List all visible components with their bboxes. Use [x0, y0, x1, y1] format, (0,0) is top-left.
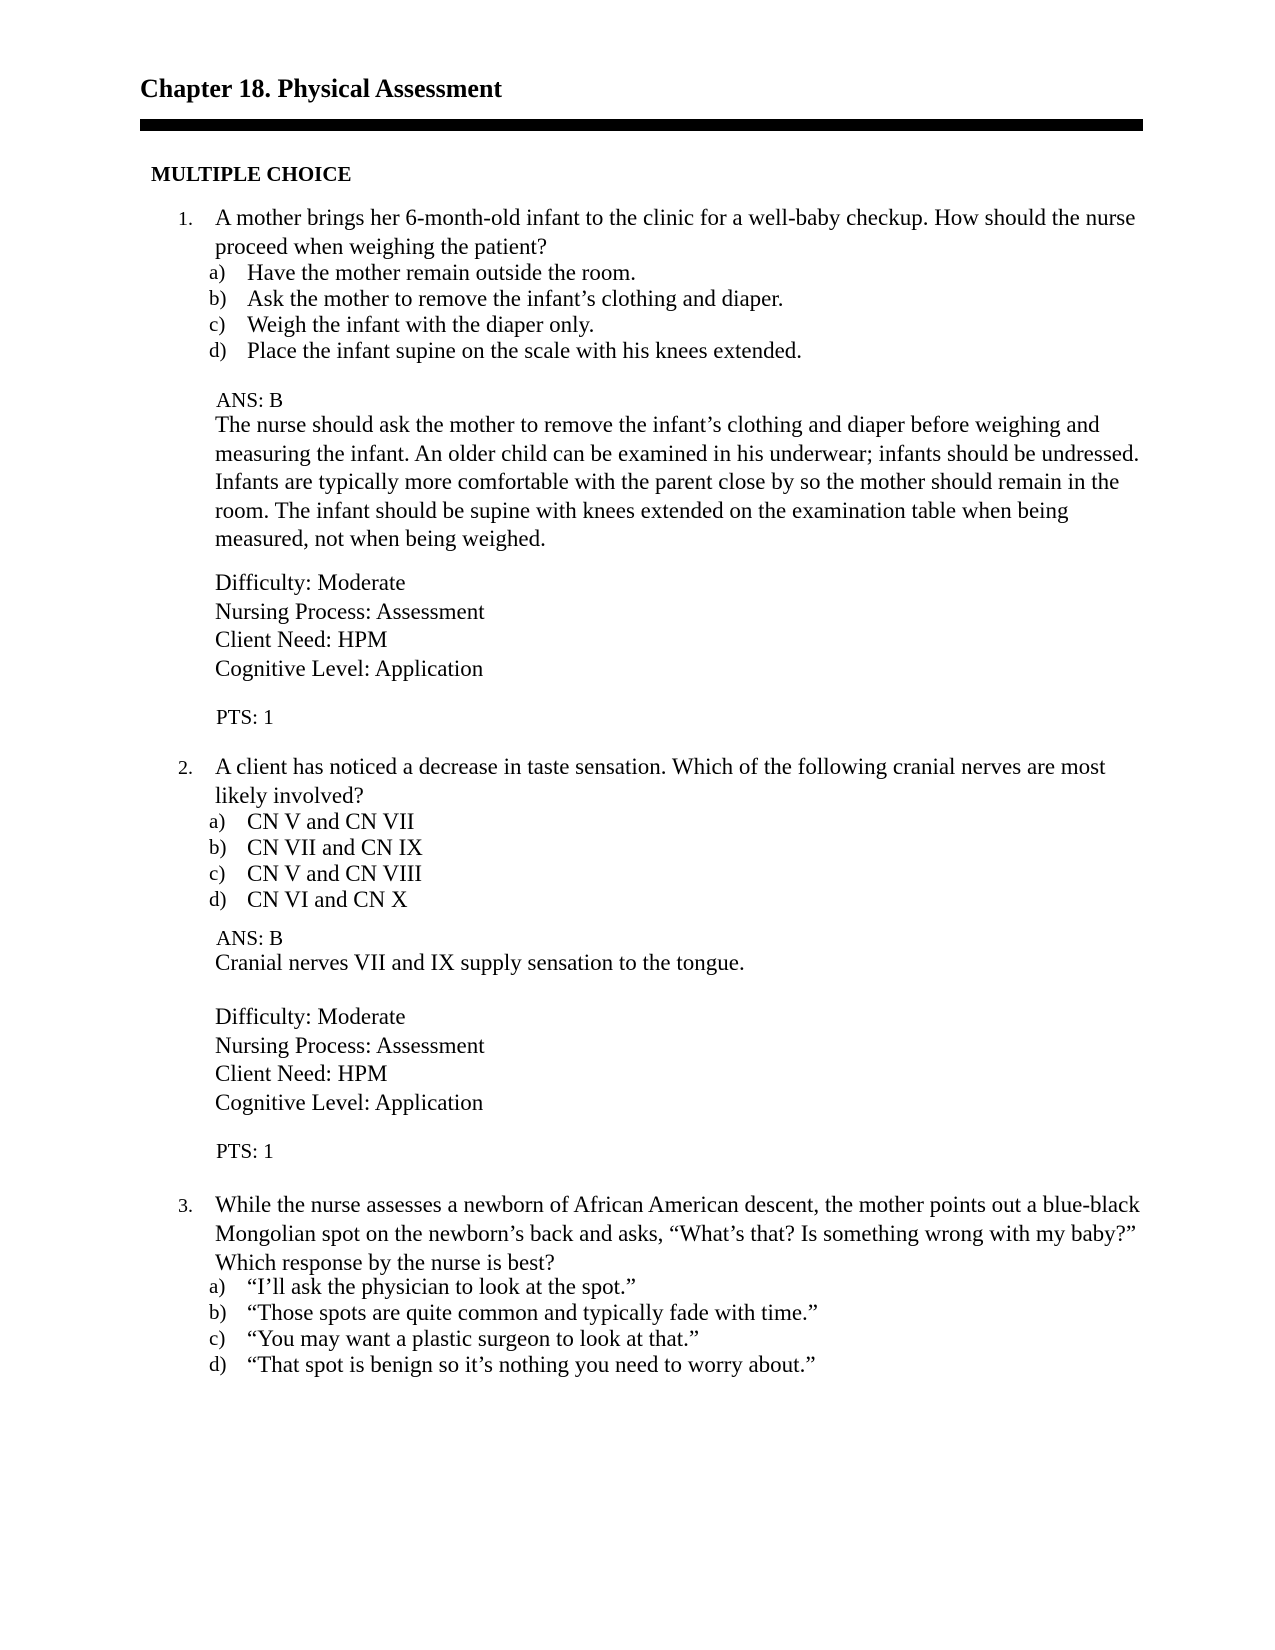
metadata-block [215, 1003, 485, 1117]
title-rule [140, 119, 1143, 131]
option-text: “That spot is benign so it’s nothing you need to worry about.” [247, 1352, 816, 1377]
option-c [0, 860, 1275, 887]
option-b [0, 285, 1275, 312]
points: PTS: 1 [216, 705, 274, 729]
option-text: Weigh the infant with the diaper only. [247, 312, 595, 337]
client-need: Client Need: HPM [215, 627, 388, 652]
option-c [0, 1325, 1275, 1352]
option-text: CN VI and CN X [247, 887, 408, 912]
option-text: “You may want a plastic surgeon to look at that.” [247, 1326, 700, 1351]
option-letter: d) [209, 338, 227, 362]
metadata-block [215, 569, 485, 683]
client-need: Client Need: HPM [215, 1061, 388, 1086]
option-letter: c) [209, 861, 226, 885]
question-number: 1. [178, 208, 193, 230]
answer-key: ANS: B [216, 926, 284, 950]
option-d [0, 886, 1275, 913]
question-stem: A mother brings her 6-month-old infant to the clinic for a well-baby checkup. How should the nurse proceed when weighing the patient? [215, 205, 1136, 259]
question-stem: While the nurse assesses a newborn of African American descent, the mother points out a blue-black Mongolian spot on the newborn’s back and asks, “What’s that? Is something wrong with my baby?” Which response by the nurse is best? [215, 1192, 1140, 1275]
rationale: The nurse should ask the mother to remove the infant’s clothing and diaper before weighing and measuring the infant. An older child can be examined in his underwear; infants should be undressed. Infants are typically more comfortable with the parent close by so the mother should remain in the room. The infant should be supine with knees extended on the examination table when being measured, not when being weighed. [215, 412, 1140, 551]
option-text: Place the infant supine on the scale with his knees extended. [247, 338, 803, 363]
option-text: CN V and CN VII [247, 809, 415, 834]
option-letter: a) [209, 809, 226, 833]
answer-key: ANS: B [216, 388, 284, 412]
option-letter: c) [209, 312, 226, 336]
nursing-process: Nursing Process: Assessment [215, 1032, 485, 1058]
option-d [0, 337, 1275, 364]
option-d [0, 1351, 1275, 1378]
option-text: Ask the mother to remove the infant’s clothing and diaper. [247, 286, 784, 311]
rationale: Cranial nerves VII and IX supply sensation to the tongue. [215, 950, 745, 975]
option-a [0, 808, 1275, 835]
option-letter: a) [209, 260, 226, 284]
chapter-title: Chapter 18. Physical Assessment [140, 74, 503, 103]
section-heading: MULTIPLE CHOICE [151, 162, 352, 186]
question-number: 3. [178, 1195, 193, 1217]
option-a [0, 259, 1275, 286]
difficulty: Difficulty: Moderate [215, 1004, 406, 1029]
question-number: 2. [178, 757, 193, 779]
difficulty: Difficulty: Moderate [215, 570, 406, 595]
option-text: CN VII and CN IX [247, 835, 423, 860]
cognitive-level: Cognitive Level: Application [215, 655, 484, 681]
option-b [0, 834, 1275, 861]
option-text: “I’ll ask the physician to look at the spot.” [247, 1274, 636, 1299]
option-letter: c) [209, 1326, 226, 1350]
nursing-process: Nursing Process: Assessment [215, 598, 485, 624]
option-b [0, 1299, 1275, 1326]
option-text: Have the mother remain outside the room. [247, 260, 636, 285]
cognitive-level: Cognitive Level: Application [215, 1089, 484, 1115]
option-letter: b) [209, 286, 227, 310]
option-letter: a) [209, 1274, 226, 1298]
option-letter: b) [209, 1300, 227, 1324]
option-text: CN V and CN VIII [247, 861, 423, 886]
option-letter: d) [209, 1352, 227, 1376]
option-a [0, 1273, 1275, 1300]
option-c [0, 311, 1275, 338]
points: PTS: 1 [216, 1139, 274, 1163]
question-stem: A client has noticed a decrease in taste sensation. Which of the following cranial nerves are most likely involved? [215, 754, 1106, 808]
option-text: “Those spots are quite common and typically fade with time.” [247, 1300, 819, 1325]
option-letter: d) [209, 887, 227, 911]
option-letter: b) [209, 835, 227, 859]
